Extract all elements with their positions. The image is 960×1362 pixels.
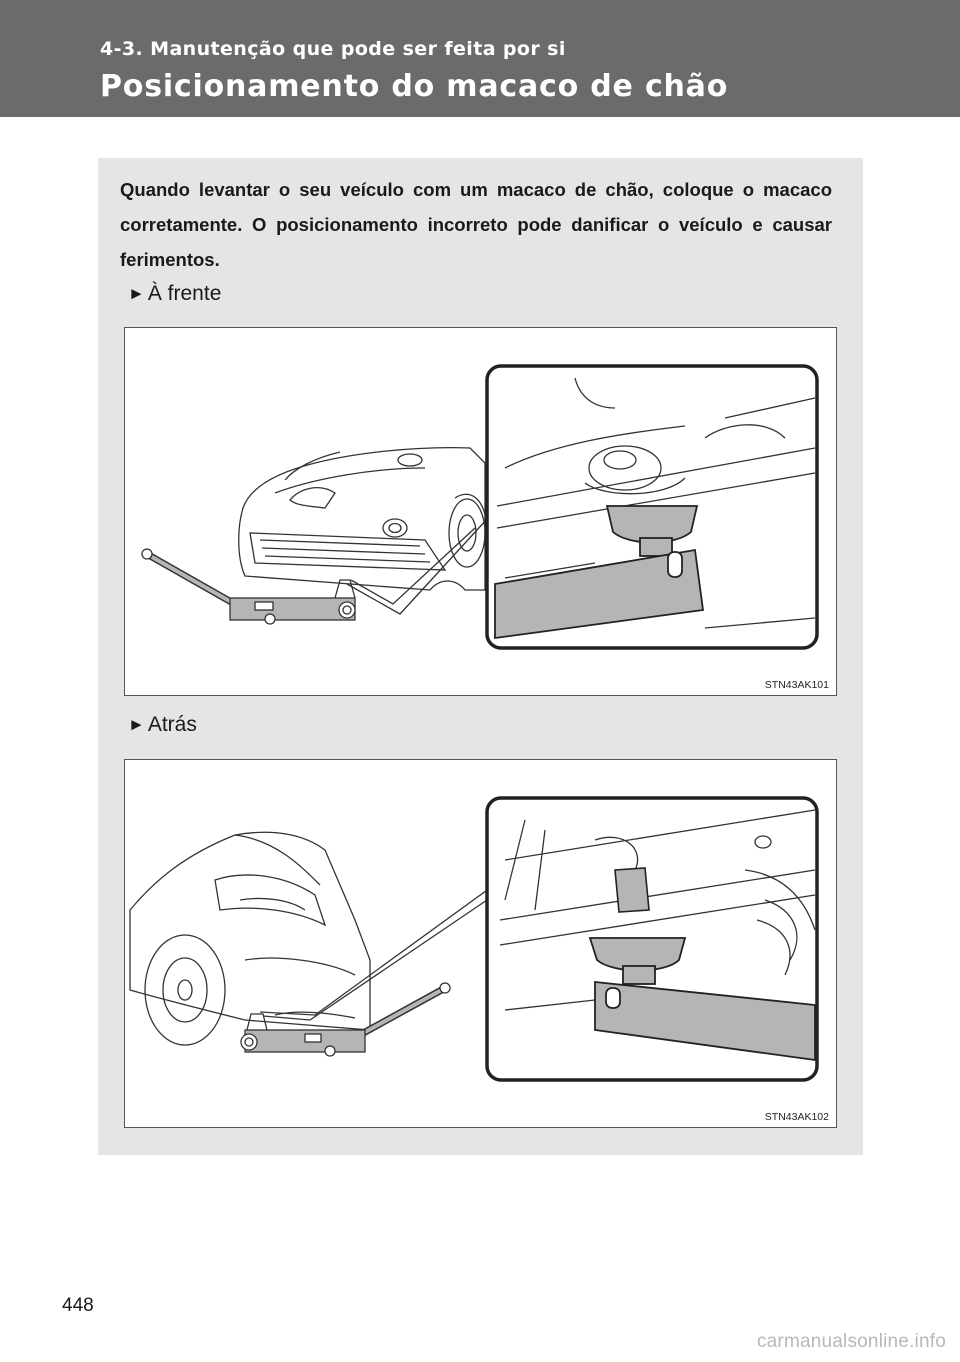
triangle-marker-icon: ► — [128, 284, 145, 303]
subheading-rear — [128, 713, 197, 737]
figure-front-jack-point — [124, 327, 837, 696]
triangle-marker-icon: ► — [128, 715, 145, 734]
section-heading: 4-3. Manutenção que pode ser feita por si — [100, 38, 566, 60]
subheading-front — [128, 282, 221, 306]
chapter-header — [0, 0, 960, 117]
figure-code-front: STN43AK101 — [764, 679, 829, 691]
subheading-rear-label: Atrás — [147, 713, 197, 736]
figure-code-rear: STN43AK102 — [764, 1111, 829, 1123]
watermark: carmanualsonline.info — [756, 1331, 946, 1352]
subheading-front-label: À frente — [147, 282, 222, 305]
page-number: 448 — [62, 1295, 94, 1316]
rear-jack-illustration — [125, 760, 838, 1129]
intro-paragraph: Quando levantar o seu veículo com um macaco de chão, coloque o macaco corretamente. O posicionamento incorreto pode danificar o veículo e causar ferimentos. — [120, 179, 832, 270]
front-jack-illustration — [125, 328, 838, 697]
page-title: Posicionamento do macaco de chão — [100, 69, 729, 104]
figure-rear-jack-point — [124, 759, 837, 1128]
